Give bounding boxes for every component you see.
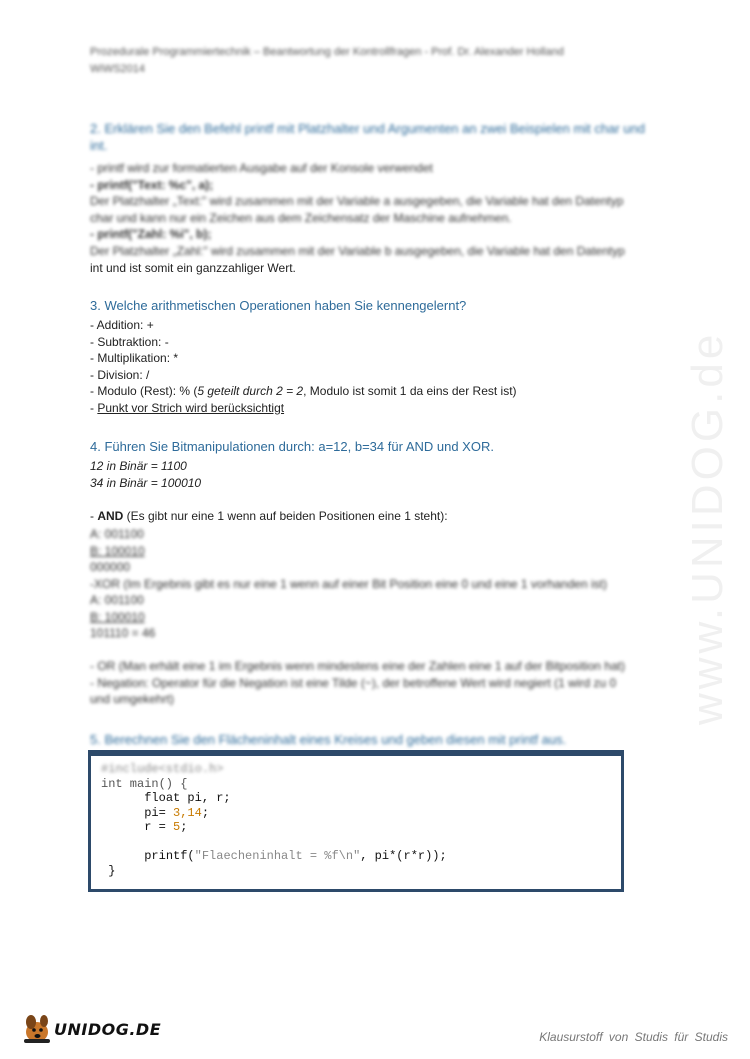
code-close: } [108, 863, 116, 878]
q4-blurred-text: A: 001100 B: 100010 000000 -XOR (Im Ergebnis gibt es nur eine 1 wenn auf einer Bit Position eine 0 und eine 1 vorhanden ist) A: 001100 B: 100010 101110 = 46 - OR (Man erhält eine 1 im Ergebnis wenn mindestens eine der Zahlen eine 1 auf der Bitposition hat) - Negation: Operator für die Negation ist eine Tilde (~), der betroffene Wert wird negiert (1 wird zu 0 und umgekehrt) [90, 527, 625, 706]
code-box [88, 750, 624, 892]
q2-clear-line: int und ist somit ein ganzzahliger Wert. [90, 261, 296, 275]
q3-heading: 3. Welche arithmetischen Operationen haben Sie kennengelernt? [90, 298, 467, 313]
code-include: #include<stdio.h> [101, 762, 224, 776]
q2-blurred-text: - printf wird zur formatierten Ausgabe auf der Konsole verwendet - printf("Text: %c", a); Der Platzhalter „Text:" wird zusammen mit der Variable a ausgegeben, die Variable hat den Datentyp char und kann nur ein Zeichen aus dem Zeichensatz der Maschine aufnehmen. - printf("Zahl: %i", b); Der Platzhalter „Zahl:" wird zusammen mit der Variable b ausgegeben, die Variable hat den Datentyp [90, 161, 625, 258]
q5-heading: 5. Berechnen Sie den Flächeninhalt eines Kreises und geben diesen mit printf aus. [90, 732, 567, 747]
q3-list [90, 317, 517, 416]
q4-heading: 4. Führen Sie Bitmanipulationen durch: a=12, b=34 für AND und XOR. [90, 439, 494, 454]
list-item: - Addition: + [90, 318, 154, 332]
code-main: int main() { [101, 776, 188, 791]
footer-slogan: Klausurstoff von Studis für Studis [539, 1030, 728, 1044]
list-item: - Division: / [90, 367, 150, 382]
list-item: - Subtraktion: - [90, 334, 169, 349]
dog-icon [22, 1012, 56, 1046]
side-watermark: www.UNIDOG.de [683, 330, 732, 725]
unidog-logo: UNIDOG.DE [22, 1012, 157, 1048]
q2-heading: 2. Erklären Sie den Befehl printf mit Platzhalter und Argumenten an zwei Beispielen mit char und int. [90, 121, 645, 153]
page-header: Prozedurale Programmiertechnik – Beantwortung der Kontrollfragen - Prof. Dr. Alexander Holland WiWS2014 [90, 46, 564, 75]
code-decl: float pi, r; [144, 791, 231, 805]
q4-binary-a: 12 in Binär = 1100 [90, 459, 187, 473]
list-item: - Multiplikation: * [90, 351, 179, 365]
list-item: - Modulo (Rest): % (5 geteilt durch 2 = 2, Modulo ist somit 1 da eins der Rest ist) [90, 384, 517, 398]
code-block: #include<stdio.h> int main() { float pi, r; pi= 3,14; r = 5; printf("Flaecheninhalt = %f\n", pi*(r*r)); } [101, 762, 447, 878]
q4-binary-b: 34 in Binär = 100010 [90, 476, 202, 490]
list-item: - Punkt vor Strich wird berücksichtigt [90, 400, 285, 415]
q4-and-line: - AND (Es gibt nur eine 1 wenn auf beiden Positionen eine 1 steht): [90, 509, 448, 523]
